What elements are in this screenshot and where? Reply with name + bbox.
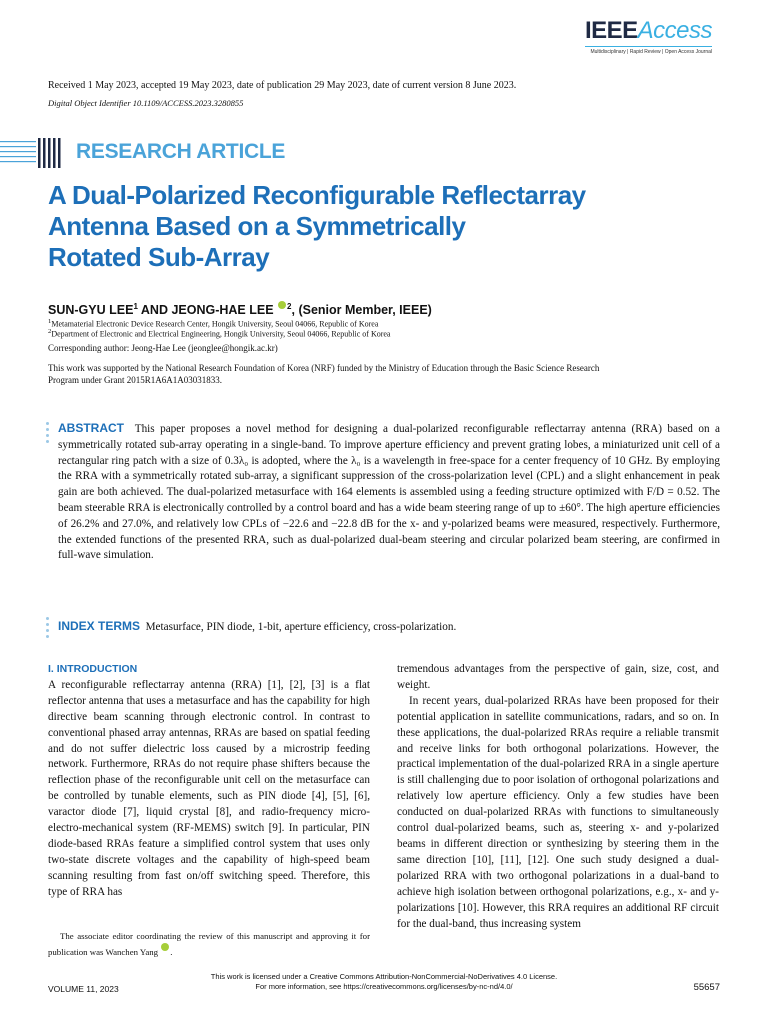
author-name: AND JEONG-HAE LEE	[137, 303, 274, 318]
corresponding-author: Corresponding author: Jeong-Hae Lee (jeonglee@hongik.ac.kr)	[48, 343, 278, 353]
title-line: A Dual-Polarized Reconfigurable Reflectarray	[48, 180, 586, 210]
intro-paragraph: In recent years, dual-polarized RRAs have been proposed for their potential application in satellite communications, radars, and so on. In these applications, the dual-polarized RRAs require a reliable transmit and receive links for both orthogonal polarizations. However, the practical implementation of the dual-polarized RRA in a single aperture is still challenging due to poor isolation of orthogonal polarizations and relatively low aperture efficiency. Only a few studies have been conducted on dual-polarized RRAs with functions to simultaneously control dual-polarized beams, such as, steering x- and y-polarized beams in different direction or synthesizing by steering them in the same direction [10], [11], [12]. One such study designed a dual-polarized RRA with two orthogonal polarizations in a dual-band to achieve high isolation between orthogonal polarizations, e.g., x- and y-polarizations [10]. However, this RRA requires an additional RF circuit for the dual-band, thus increasing system	[397, 694, 719, 930]
abstract-dots-icon	[46, 422, 50, 446]
affiliation-marker: 2	[287, 302, 292, 311]
abstract	[58, 421, 720, 564]
author-list	[48, 301, 432, 317]
affiliation-text: Department of Electronic and Electrical Engineering, Hongik University, Seoul 04066, Republic of Korea	[51, 329, 391, 339]
abstract-text: This paper proposes a novel method for designing a dual-polarized reconfigurable reflectarray antenna (RRA) based on a symmetrically rotated sub-array operating in a single-band. To improve aperture efficiency and prevent grating lobes, a miniaturized unit cell of a rectangular ring patch with a size of 0.3λ₀ is adopted, where the λ₀ is a wavelength in free-space for a center frequency of 10 GHz. By employing the RRA with a symmetrically rotated sub-array, a significant suppression of the cross-polarization level (CPL) and a slight enhancement in peak gain are both achieved. The dual-polarized metasurface with 164 elements is assembled using a feeding structure optimized with F/D = 0.52. The beam steerable RRA is electronically controlled by a control board and has a wide beam steering range of up to ±60°. The high aperture efficiencies of 26.2% and 27.0%, and relatively low CPLs of −22.6 and −22.8 dB for the x- and y-polarized beams were measured, respectively. Furthermore, the extended functions of the presented RRA, such as dual-polarized dual-beam steering and circular polarized beam steering, are confirmed in full-wave simulation.	[58, 423, 720, 562]
left-column	[48, 662, 370, 901]
intro-paragraph: A reconfigurable reflectarray antenna (RRA) [1], [2], [3] is a flat reflector antenna that uses a metasurface and has the capability for high directive beam scanning through electronic control. In contrast to conventional phased array antennas, RRAs are based on spatial feeding and do not suffer dielectric loss caused by a microstrip feeding network. Furthermore, RRAs do not require phase shifters because the reflection phase of the reconfigurable unit cell on the metasurface can be controlled by tunable elements, such as PIN diode [4], [5], [6], varactor diode [7], liquid crystal [8], and radio-frequency micro-electro-mechanical system (RF-MEMS) switch [9]. In particular, PIN diode-based RRAs feature a simplified control system that uses only two-state discrete voltages and the capability of high-speed beam scanning resulting from fast on/off switching speed. Therefore, this type of RRA has	[48, 678, 370, 898]
license-line: This work is licensed under a Creative Commons Attribution-NonCommercial-NoDerivatives 4.0 License.	[210, 972, 558, 981]
affiliation-marker: 1	[133, 302, 138, 311]
title-line: Antenna Based on a Symmetrically	[48, 211, 466, 241]
received-dates: Received 1 May 2023, accepted 19 May 2023, date of publication 29 May 2023, date of current version 8 June 2023.	[48, 80, 517, 91]
banner-stripes-icon	[0, 138, 64, 168]
logo-access: Access	[637, 17, 712, 44]
editor-footnote: The associate editor coordinating the review of this manuscript and approving it for publication was Wanchen Yang .	[48, 931, 370, 957]
affiliation-number: 1	[48, 318, 52, 325]
logo-rule	[585, 46, 712, 47]
affiliation-number: 2	[48, 328, 52, 335]
affiliation-2	[48, 328, 390, 339]
index-terms-text: Metasurface, PIN diode, 1-bit, aperture efficiency, cross-polarization.	[145, 621, 457, 633]
funding-statement: This work was supported by the National Research Foundation of Korea (NRF) funded by the Ministry of Education through the Basic Science Research Program under Grant 2015R1A6A1A03031833.	[48, 363, 600, 385]
doi: Digital Object Identifier 10.1109/ACCESS.2023.3280855	[48, 98, 244, 108]
intro-paragraph: tremendous advantages from the perspective of gain, size, cost, and weight.	[397, 663, 719, 691]
license-link[interactable]: For more information, see https://creativecommons.org/licenses/by-nc-nd/4.0/	[255, 982, 513, 991]
index-terms-label: INDEX TERMS	[58, 619, 141, 633]
volume-label: VOLUME 11, 2023	[48, 984, 119, 994]
title-line: Rotated Sub-Array	[48, 242, 270, 272]
right-column	[397, 662, 719, 932]
author-membership: , (Senior Member, IEEE)	[291, 303, 432, 318]
orcid-icon[interactable]	[161, 943, 169, 951]
author-name: SUN-GYU LEE	[48, 303, 134, 318]
journal-logo	[585, 18, 712, 55]
abstract-label: ABSTRACT	[58, 421, 124, 435]
orcid-icon[interactable]	[278, 301, 286, 309]
footnote-text: The associate editor coordinating the review of this manuscript and approving it for publication was Wanchen Yang	[48, 931, 370, 957]
section-heading: I. INTRODUCTION	[48, 663, 138, 675]
affiliation-text: Metamaterial Electronic Device Research Center, Hongik University, Seoul 04066, Republic of Korea	[51, 319, 379, 329]
paper-title	[48, 180, 668, 273]
index-terms	[58, 619, 456, 633]
article-type-label: RESEARCH ARTICLE	[76, 140, 286, 163]
logo-ieee: IEEE	[584, 17, 638, 44]
logo-tagline: Multidisciplinary | Rapid Review | Open Access Journal	[590, 49, 712, 55]
page-number: 55657	[693, 982, 720, 993]
index-dots-icon	[46, 617, 50, 641]
